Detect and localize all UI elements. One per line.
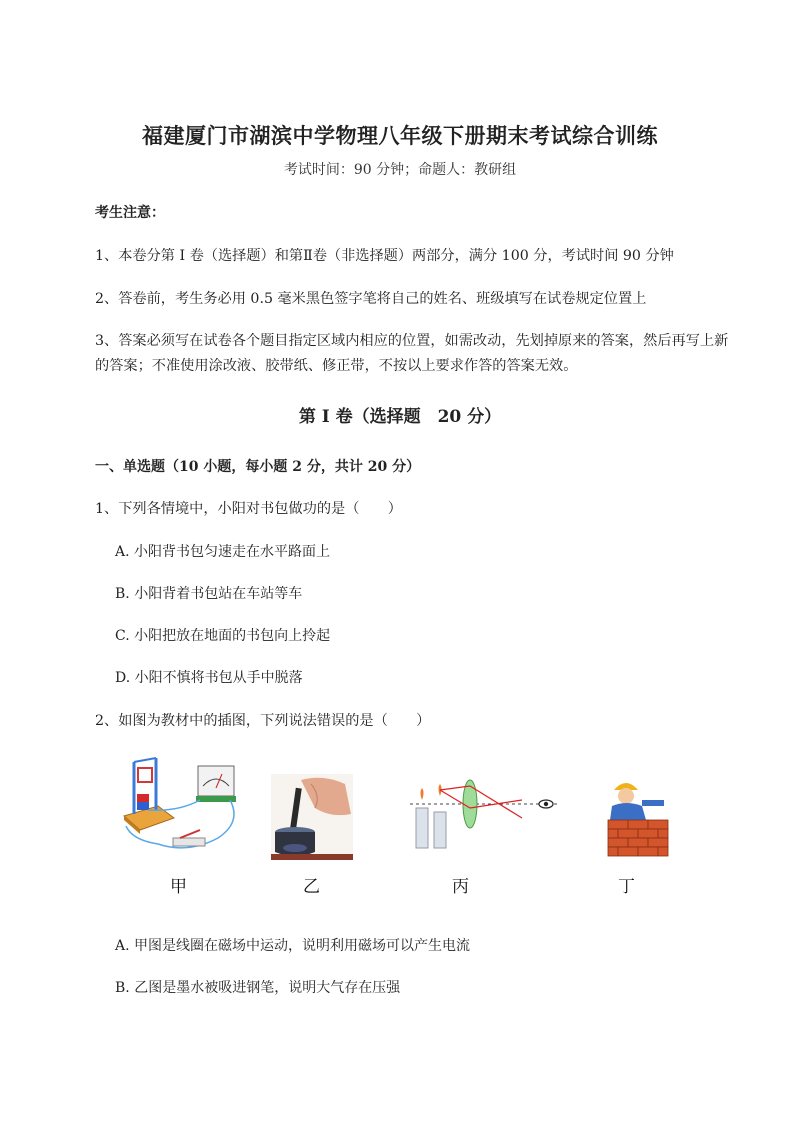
part-heading: 一、单选题（10 小题，每小题 2 分，共计 20 分） bbox=[95, 459, 421, 475]
bricklayer-illustration bbox=[606, 776, 676, 862]
question-2-option-b: B. 乙图是墨水被吸进钢笔，说明大气存在压强 bbox=[115, 980, 401, 996]
notice-item-1: 1、本卷分第 I 卷（选择题）和第Ⅱ卷（非选择题）两部分，满分 100 分，考试时间 90 分钟 bbox=[95, 248, 674, 264]
question-1-stem: 1、下列各情境中，小阳对书包做功的是（ ） bbox=[95, 501, 402, 517]
ink-pen-illustration bbox=[271, 774, 353, 860]
notice-item-2: 2、答卷前，考生务必用 0.5 毫米黑色签字笔将自己的姓名、班级填写在试卷规定位置上 bbox=[95, 291, 647, 307]
page-title: 福建厦门市湖滨中学物理八年级下册期末考试综合训练 bbox=[142, 123, 658, 148]
figure-caption-jia: 甲 bbox=[170, 877, 187, 897]
question-2-figures bbox=[118, 752, 698, 902]
question-1-option-d: D. 小阳不慎将书包从手中脱落 bbox=[115, 670, 303, 686]
exam-info: 考试时间：90 分钟；命题人：教研组 bbox=[283, 162, 517, 178]
generator-apparatus-illustration bbox=[118, 752, 243, 857]
question-2-option-a: A. 甲图是线圈在磁场中运动，说明利用磁场可以产生电流 bbox=[115, 938, 471, 954]
section-title: 第 I 卷（选择题 20 分） bbox=[298, 407, 502, 427]
notice-item-3-continued: 的答案；不准使用涂改液、胶带纸、修正带，不按以上要求作答的答案无效。 bbox=[95, 358, 578, 374]
lens-refraction-illustration bbox=[410, 778, 560, 858]
figure-caption-yi: 乙 bbox=[303, 877, 320, 897]
question-2-stem: 2、如图为教材中的插图，下列说法错误的是（ ） bbox=[95, 713, 431, 729]
question-1-option-a: A. 小阳背书包匀速走在水平路面上 bbox=[115, 544, 331, 560]
question-1-option-c: C. 小阳把放在地面的书包向上拎起 bbox=[115, 628, 331, 644]
figure-caption-ding: 丁 bbox=[618, 877, 635, 897]
notice-heading: 考生注意： bbox=[95, 205, 165, 221]
figure-caption-bing: 丙 bbox=[452, 877, 469, 897]
notice-item-3: 3、答案必须写在试卷各个题目指定区域内相应的位置，如需改动，先划掉原来的答案，然后再写上新 bbox=[95, 333, 729, 349]
question-1-option-b: B. 小阳背着书包站在车站等车 bbox=[115, 586, 303, 602]
